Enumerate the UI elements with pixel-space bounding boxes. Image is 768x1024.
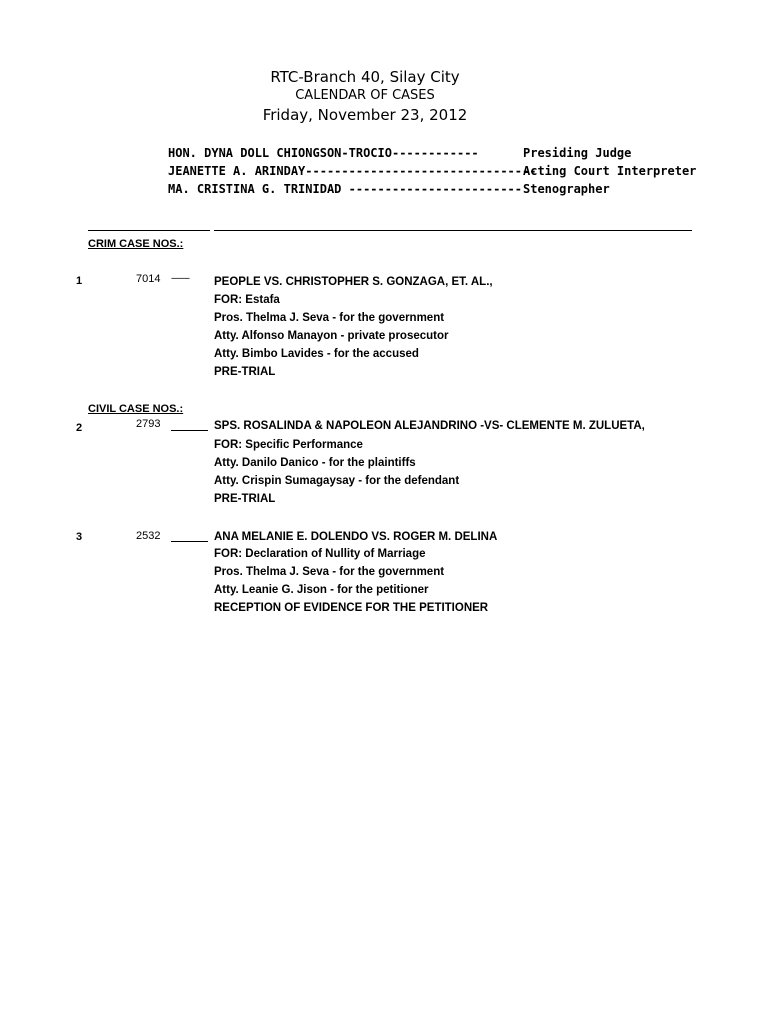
case-detail: FOR: Specific Performance <box>214 439 363 451</box>
case-detail: FOR: Declaration of Nullity of Marriage <box>214 548 426 560</box>
document-title: CALENDAR OF CASES <box>295 88 435 103</box>
crim-section-heading: CRIM CASE NOS.: <box>88 238 184 250</box>
case-leader-line <box>171 541 208 542</box>
case-detail: Atty. Alfonso Manayon - private prosecutor <box>214 330 449 342</box>
case-number: 2793 <box>136 418 161 430</box>
case-status: PRE-TRIAL <box>214 493 276 505</box>
case-number: 2532 <box>136 530 161 542</box>
staff-name-interpreter: JEANETTE A. ARINDAY-------------------------------- <box>168 164 537 178</box>
case-status: RECEPTION OF EVIDENCE FOR THE PETITIONER <box>214 602 489 614</box>
staff-role-judge: Presiding Judge <box>523 146 632 160</box>
staff-role-interpreter: Acting Court Interpreter <box>523 164 697 178</box>
case-title: SPS. ROSALINDA & NAPOLEON ALEJANDRINO -VS- CLEMENTE M. ZULUETA, <box>214 420 645 432</box>
case-leader: --------- <box>171 273 189 283</box>
case-detail: Atty. Crispin Sumagaysay - for the defendant <box>214 475 460 487</box>
case-detail: Atty. Danilo Danico - for the plaintiffs <box>214 457 416 469</box>
case-detail: Pros. Thelma J. Seva - for the government <box>214 312 445 324</box>
court-name: RTC-Branch 40, Silay City <box>270 68 460 86</box>
civil-section-heading: CIVIL CASE NOS.: <box>88 403 184 415</box>
case-detail: Atty. Bimbo Lavides - for the accused <box>214 348 419 360</box>
case-detail: FOR: Estafa <box>214 294 280 306</box>
case-leader-line <box>171 430 208 431</box>
case-number: 7014 <box>136 273 161 285</box>
staff-name-stenographer: MA. CRISTINA G. TRINIDAD ------------------------ <box>168 182 523 196</box>
case-detail: Pros. Thelma J. Seva - for the government <box>214 566 445 578</box>
staff-role-stenographer: Stenographer <box>523 182 610 196</box>
case-title: PEOPLE VS. CHRISTOPHER S. GONZAGA, ET. AL., <box>214 276 493 288</box>
calendar-date: Friday, November 23, 2012 <box>262 106 468 124</box>
case-detail: Atty. Leanie G. Jison - for the petitioner <box>214 584 429 596</box>
staff-name-judge: HON. DYNA DOLL CHIONGSON-TROCIO------------ <box>168 146 479 160</box>
case-title: ANA MELANIE E. DOLENDO VS. ROGER M. DELINA <box>214 531 498 543</box>
case-status: PRE-TRIAL <box>214 366 276 378</box>
case-index: 1 <box>76 275 83 287</box>
divider-rule-left <box>88 230 210 231</box>
case-index: 3 <box>76 531 83 543</box>
divider-rule-right <box>214 230 692 231</box>
case-index: 2 <box>76 422 83 434</box>
